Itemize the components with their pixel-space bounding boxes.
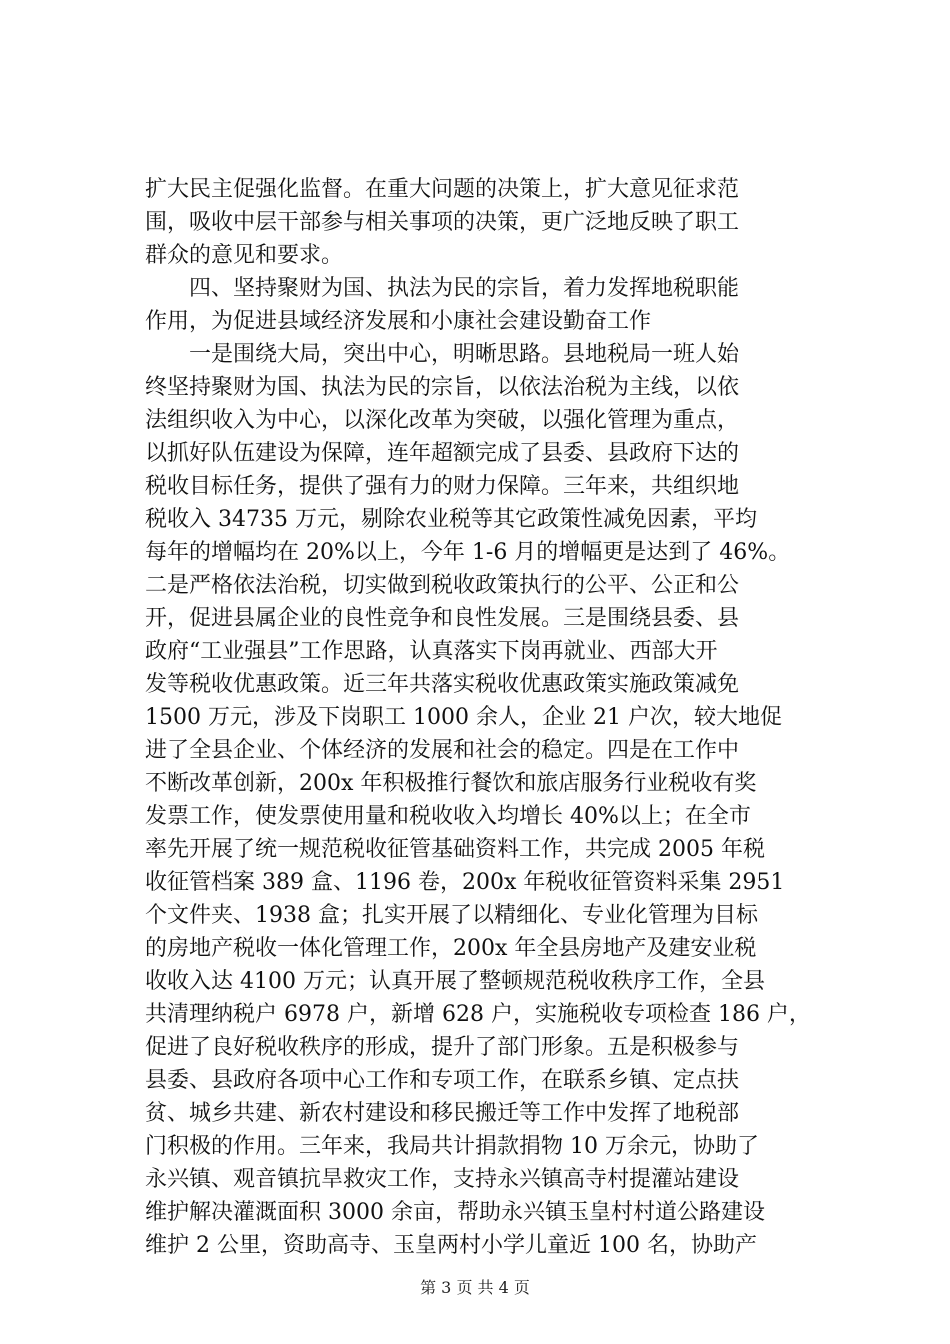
text-line: 开，促进县属企业的良性竞争和良性发展。三是围绕县委、县 xyxy=(145,606,740,631)
text-line: 进了全县企业、个体经济的发展和社会的稳定。四是在工作中 xyxy=(145,738,740,763)
text-line: 二是严格依法治税，切实做到税收政策执行的公平、公正和公 xyxy=(145,573,740,598)
text-line: 围，吸收中层干部参与相关事项的决策，更广泛地反映了职工 xyxy=(145,210,740,235)
text-line: 发票工作，使发票使用量和税收收入均增长 40%以上；在全市 xyxy=(145,804,751,829)
text-line: 促进了良好税收秩序的形成，提升了部门形象。五是积极参与 xyxy=(145,1035,740,1060)
text-line: 每年的增幅均在 20%以上，今年 1-6 月的增幅更是达到了 46%。 xyxy=(145,540,791,565)
text-line: 门积极的作用。三年来，我局共计捐款捐物 10 万余元，协助了 xyxy=(145,1134,759,1159)
text-line: 贫、城乡共建、新农村建设和移民搬迁等工作中发挥了地税部 xyxy=(145,1101,740,1126)
text-line: 法组织收入为中心，以深化改革为突破，以强化管理为重点， xyxy=(145,408,740,433)
text-line: 1500 万元，涉及下岗职工 1000 余人，企业 21 户次，较大地促 xyxy=(145,705,782,730)
text-line: 共清理纳税户 6978 户，新增 628 户，实施税收专项检查 186 户， xyxy=(145,1002,811,1027)
text-line: 县委、县政府各项中心工作和专项工作，在联系乡镇、定点扶 xyxy=(145,1068,740,1093)
text-line: 扩大民主促强化监督。在重大问题的决策上，扩大意见征求范 xyxy=(145,177,740,202)
text-line: 维护 2 公里，资助高寺、玉皇两村小学儿童近 100 名，协助产 xyxy=(145,1233,757,1258)
text-line: 四、坚持聚财为国、执法为民的宗旨，着力发挥地税职能 xyxy=(189,276,740,301)
page-footer: 第 3 页 共 4 页 xyxy=(420,1278,530,1297)
text-line: 个文件夹、1938 盒；扎实开展了以精细化、专业化管理为目标 xyxy=(145,903,758,928)
text-line: 终坚持聚财为国、执法为民的宗旨，以依法治税为主线，以依 xyxy=(145,375,740,400)
text-line: 税收目标任务，提供了强有力的财力保障。三年来，共组织地 xyxy=(145,474,740,499)
text-line: 政府“工业强县”工作思路，认真落实下岗再就业、西部大开 xyxy=(145,639,718,664)
text-line: 以抓好队伍建设为保障，连年超额完成了县委、县政府下达的 xyxy=(145,441,740,466)
text-line: 率先开展了统一规范税收征管基础资料工作，共完成 2005 年税 xyxy=(145,837,765,862)
text-line: 的房地产税收一体化管理工作，200x 年全县房地产及建安业税 xyxy=(145,936,757,961)
text-line: 永兴镇、观音镇抗旱救灾工作，支持永兴镇高寺村提灌站建设 xyxy=(145,1167,740,1192)
text-line: 税收入 34735 万元，剔除农业税等其它政策性减免因素，平均 xyxy=(145,507,757,532)
text-line: 一是围绕大局，突出中心，明晰思路。县地税局一班人始 xyxy=(189,342,740,367)
text-line: 收收入达 4100 万元；认真开展了整顿规范税收秩序工作，全县 xyxy=(145,969,765,994)
text-line: 收征管档案 389 盒、1196 卷，200x 年税收征管资料采集 2951 xyxy=(145,870,785,895)
text-line: 发等税收优惠政策。近三年共落实税收优惠政策实施政策减免 xyxy=(145,672,740,697)
document-body xyxy=(145,173,825,1262)
text-line: 作用，为促进县域经济发展和小康社会建设勤奋工作 xyxy=(145,309,652,334)
text-line: 维护解决灌溉面积 3000 余亩，帮助永兴镇玉皇村村道公路建设 xyxy=(145,1200,765,1225)
text-line: 群众的意见和要求。 xyxy=(145,243,344,268)
text-line: 不断改革创新，200x 年积极推行餐饮和旅店服务行业税收有奖 xyxy=(145,771,757,796)
